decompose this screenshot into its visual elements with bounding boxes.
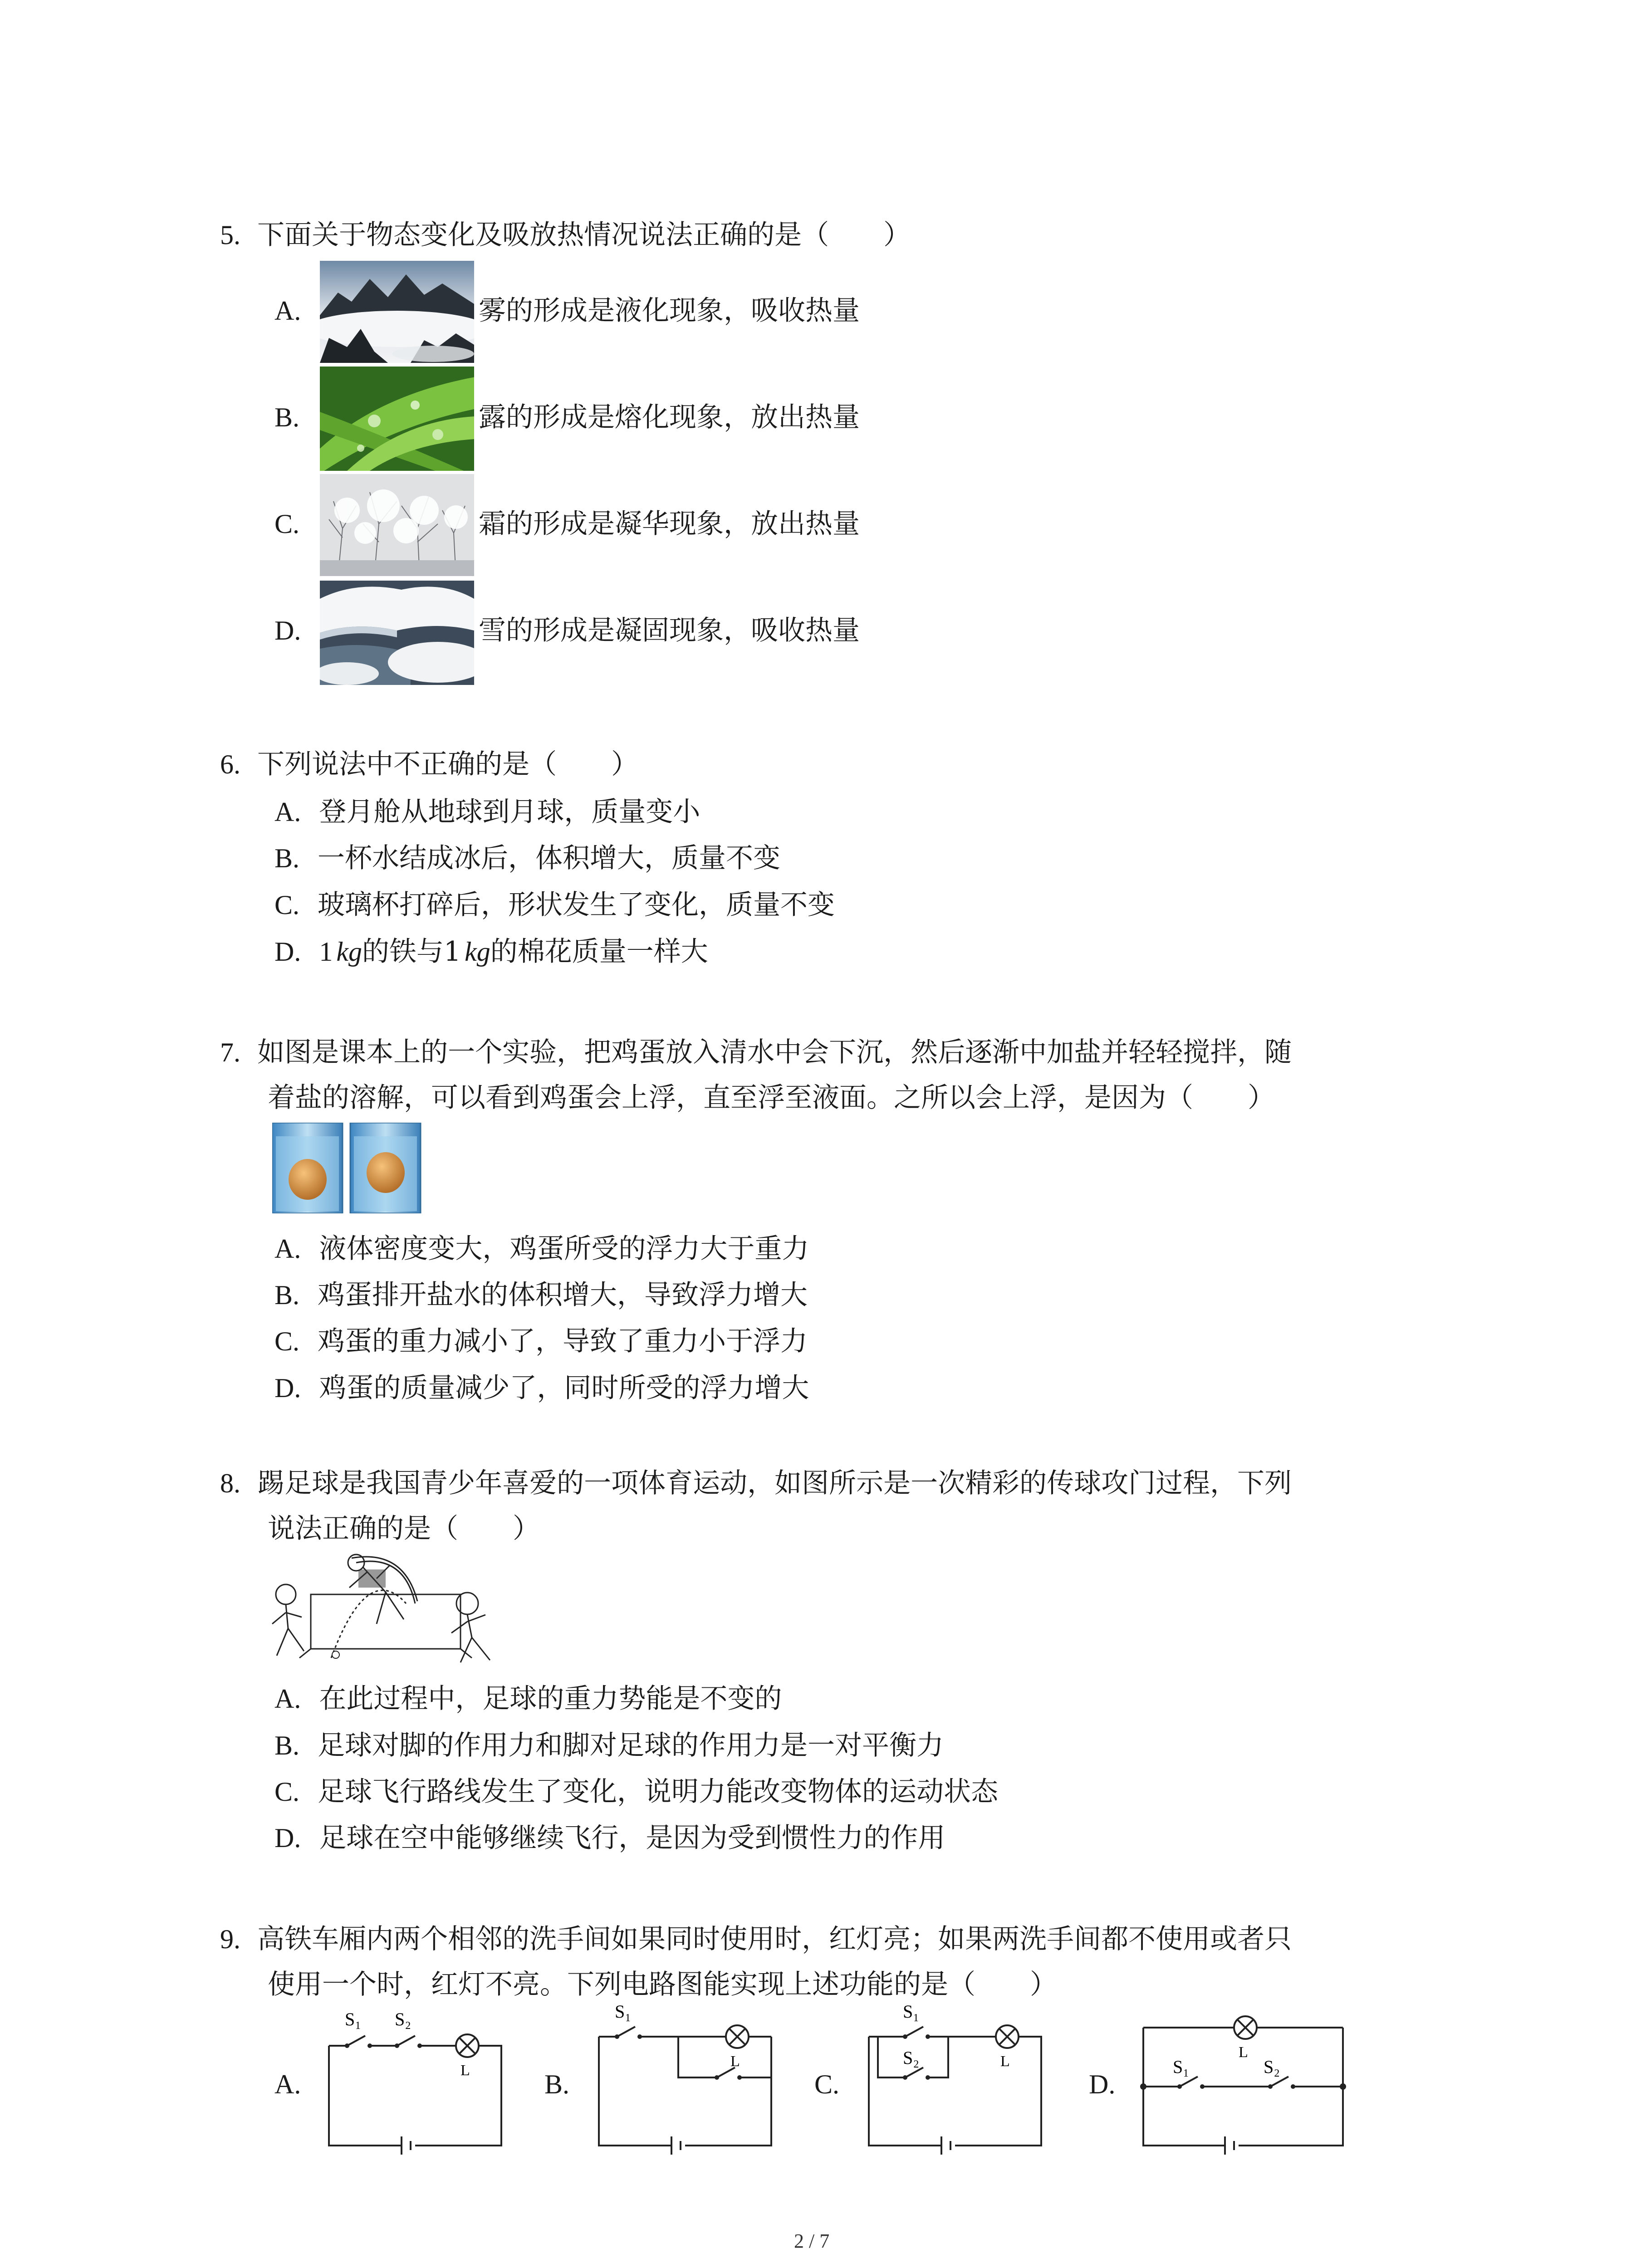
lamp-label: L	[1239, 2044, 1248, 2061]
question-8-stem-line1: 8. 踢足球是我国青少年喜爱的一项体育运动，如图所示是一次精彩的传球攻门过程，下列	[220, 1467, 1292, 1499]
question-9-stem-line2: 使用一个时，红灯不亮。下列电路图能实现上述功能的是（ ）	[268, 1969, 1057, 2000]
question-7-stem-line2: 着盐的溶解，可以看到鸡蛋会上浮，直至浮至液面。之所以会上浮，是因为（ ）	[268, 1082, 1275, 1114]
page-number: 2 / 7	[794, 2230, 830, 2252]
question-9-stem-line1: 9. 高铁车厢内两个相邻的洗手间如果同时使用时，红灯亮；如果两洗手间都不使用或者只	[220, 1923, 1292, 1955]
question-7-stem-line1: 7. 如图是课本上的一个实验，把鸡蛋放入清水中会下沉，然后逐渐中加盐并轻轻搅拌，随	[220, 1036, 1292, 1068]
option-7a: A. 液体密度变大，鸡蛋所受的浮力大于重力	[274, 1233, 809, 1265]
option-letter: D.	[274, 616, 301, 645]
circuit-diagram-d	[1134, 2000, 1352, 2155]
option-text: 露的形成是熔化现象，放出热量	[479, 401, 860, 433]
option-8b: B. 足球对脚的作用力和脚对足球的作用力是一对平衡力	[274, 1730, 944, 1761]
option-text: 雾的形成是液化现象，吸收热量	[479, 295, 860, 327]
option-text: 雪的形成是凝固现象，吸收热量	[479, 615, 860, 646]
lamp-label: L	[730, 2053, 740, 2070]
option-6c: C. 玻璃杯打碎后，形状发生了变化，质量不变	[274, 889, 835, 921]
lamp-label: L	[460, 2062, 470, 2079]
dew-leaf-photo	[320, 367, 474, 471]
question-8-stem-line2: 说法正确的是（ ）	[268, 1513, 540, 1545]
question-5-stem: 5. 下面关于物态变化及吸放热情况说法正确的是（ ）	[220, 219, 911, 251]
option-letter: A.	[274, 296, 301, 326]
option-letter: B.	[544, 2069, 570, 2099]
switch-s1-label: S₁	[615, 2001, 632, 2022]
soccer-pass-illustration	[268, 1551, 513, 1665]
option-6d: D. 1 kg的铁与1 kg的棉花质量一样大	[274, 936, 708, 968]
option-7c: C. 鸡蛋的重力减小了，导致了重力小于浮力	[274, 1325, 808, 1357]
switch-s2-label: S₂	[395, 2009, 411, 2029]
option-6b: B. 一杯水结成冰后，体积增大，质量不变	[274, 842, 781, 874]
option-letter: A.	[274, 2069, 301, 2099]
circuit-diagram-b	[590, 2000, 780, 2155]
question-6-stem: 6. 下列说法中不正确的是（ ）	[220, 748, 639, 780]
snow-stream-photo	[320, 581, 474, 685]
lamp-label: L	[1000, 2053, 1010, 2070]
option-8a: A. 在此过程中，足球的重力势能是不变的	[274, 1683, 782, 1715]
frost-tree-photo	[320, 474, 474, 576]
switch-s1-label: S₁	[903, 2001, 920, 2022]
option-letter: C.	[814, 2069, 840, 2099]
option-letter: D.	[1089, 2069, 1116, 2099]
egg-in-water-photo	[272, 1123, 422, 1213]
circuit-diagram-a	[320, 2005, 510, 2155]
option-6a: A. 登月舱从地球到月球，质量变小	[274, 796, 700, 828]
switch-s2-label: S₂	[1264, 2057, 1280, 2077]
option-letter: B.	[274, 402, 300, 432]
switch-s2-label: S₂	[903, 2048, 920, 2068]
option-7d: D. 鸡蛋的质量减少了，同时所受的浮力增大	[274, 1372, 809, 1404]
option-text: 霜的形成是凝华现象，放出热量	[479, 508, 860, 540]
circuit-diagram-c	[860, 2000, 1050, 2155]
mountain-fog-photo	[320, 261, 474, 363]
option-letter: C.	[274, 509, 300, 539]
switch-s1-label: S₁	[345, 2009, 362, 2029]
option-8d: D. 足球在空中能够继续飞行，是因为受到惯性力的作用	[274, 1822, 945, 1854]
option-7b: B. 鸡蛋排开盐水的体积增大，导致浮力增大	[274, 1279, 808, 1311]
switch-s1-label: S₁	[1173, 2057, 1190, 2077]
option-8c: C. 足球飞行路线发生了变化，说明力能改变物体的运动状态	[274, 1776, 999, 1808]
